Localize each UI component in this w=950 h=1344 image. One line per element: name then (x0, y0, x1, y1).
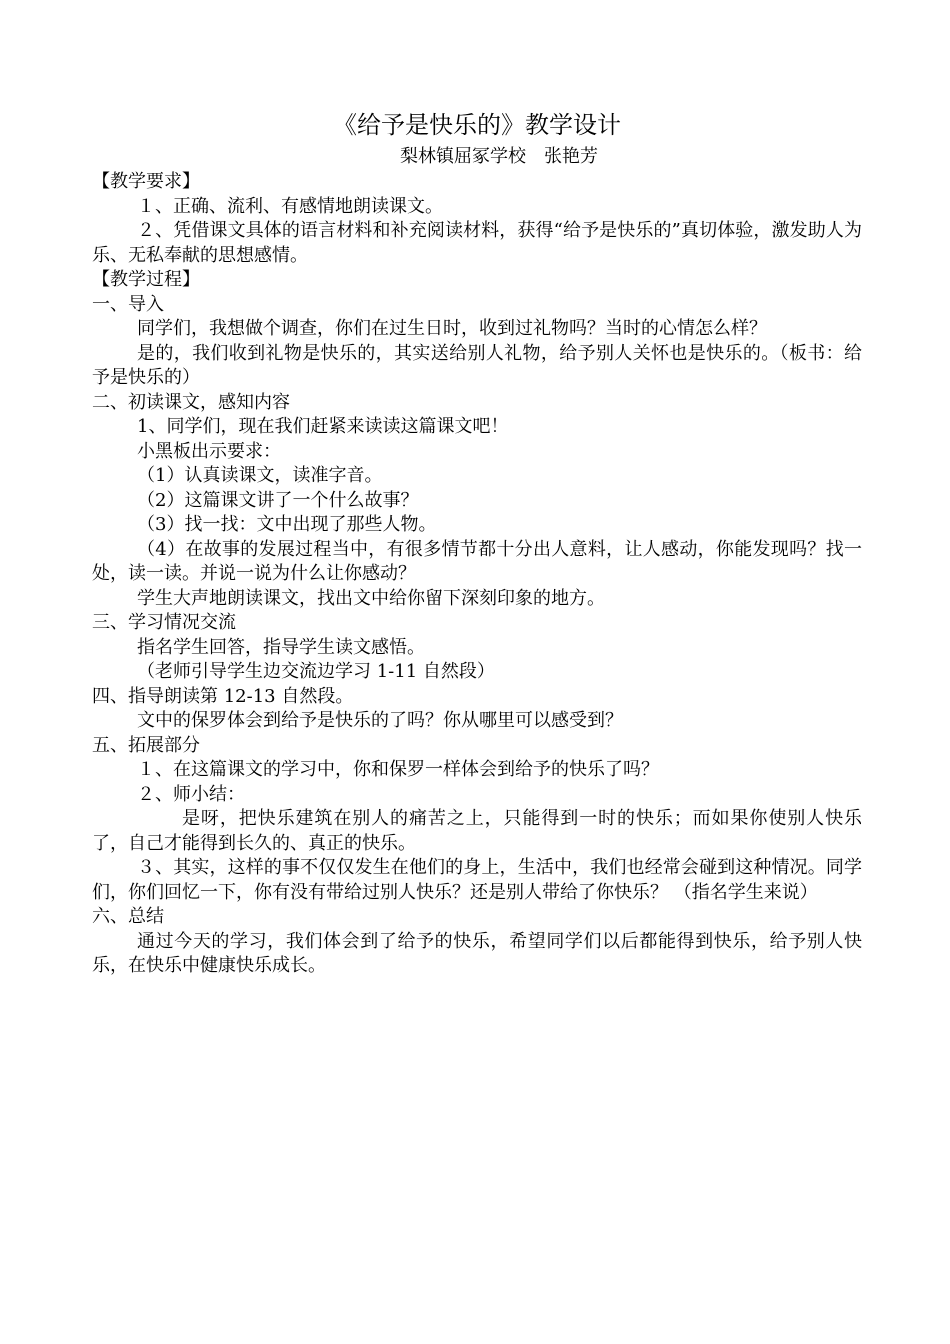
document-title: 《给予是快乐的》教学设计 (333, 111, 621, 139)
paragraph: （2）这篇课文讲了一个什么故事？ (137, 489, 419, 511)
paragraph: １、正确、流利、有感情地朗读课文。 (137, 195, 443, 217)
paragraph: 1、同学们，现在我们赶紧来读读这篇课文吧！ (137, 416, 509, 437)
document-author: 梨林镇屈冢学校 张艳芳 (400, 146, 598, 167)
paragraph: 学生大声地朗读课文，找出文中给你留下深刻印象的地方。 (137, 587, 605, 609)
paragraph: 小黑板出示要求： (137, 440, 281, 462)
section-heading: 四、指导朗读第 12-13 自然段。 (92, 685, 354, 707)
section-heading: 【教学过程】 (92, 269, 200, 290)
section-heading: 三、学习情况交流 (92, 612, 236, 633)
paragraph: ２、凭借课文具体的语言材料和补充阅读材料，获得“给予是快乐的”真切体验，激发助人为乐、无私奉献的思想感情。 (92, 220, 862, 266)
paragraph: ２、师小结： (137, 783, 245, 805)
paragraph: １、在这篇课文的学习中，你和保罗一样体会到给予的快乐了吗？ (137, 759, 659, 780)
paragraph: 是呀，把快乐建筑在别人的痛苦之上，只能得到一时的快乐；而如果你使别人快乐了，自己才能得到长久的、真正的快乐。 (92, 808, 862, 854)
section-heading: 二、初读课文，感知内容 (92, 391, 290, 413)
paragraph: （3）找一找：文中出现了那些人物。 (137, 514, 437, 535)
document-body (92, 170, 862, 979)
paragraph: （4）在故事的发展过程当中，有很多情节都十分出人意料，让人感动，你能发现吗？找一处，读一读。并说一说为什么让你感动？ (92, 538, 862, 584)
section-heading: 五、拓展部分 (92, 734, 200, 756)
paragraph: 文中的保罗体会到给予是快乐的了吗？你从哪里可以感受到？ (137, 710, 623, 731)
paragraph: 指名学生回答，指导学生读文感悟。 (137, 636, 425, 658)
paragraph: 是的，我们收到礼物是快乐的，其实送给别人礼物，给予别人关怀也是快乐的。（板书：给予是快乐的） (92, 342, 862, 388)
section-heading: 【教学要求】 (92, 171, 200, 192)
paragraph: （1）认真读课文，读准字音。 (137, 465, 383, 486)
section-heading: 六、总结 (92, 906, 164, 927)
paragraph: ３、其实，这样的事不仅仅发生在他们的身上，生活中，我们也经常会碰到这种情况。同学们，你们回忆一下，你有没有带给过别人快乐？还是别人带给了你快乐？ （指名学生来说） (92, 857, 862, 903)
section-heading: 一、导入 (92, 293, 164, 315)
paragraph: 同学们，我想做个调查，你们在过生日时，收到过礼物吗？当时的心情怎么样？ (137, 318, 767, 339)
paragraph: 通过今天的学习，我们体会到了给予的快乐，希望同学们以后都能得到快乐，给予别人快乐，在快乐中健康快乐成长。 (92, 930, 862, 976)
document-page (92, 108, 862, 979)
paragraph: （老师引导学生边交流边学习 1-11 自然段） (137, 661, 495, 682)
